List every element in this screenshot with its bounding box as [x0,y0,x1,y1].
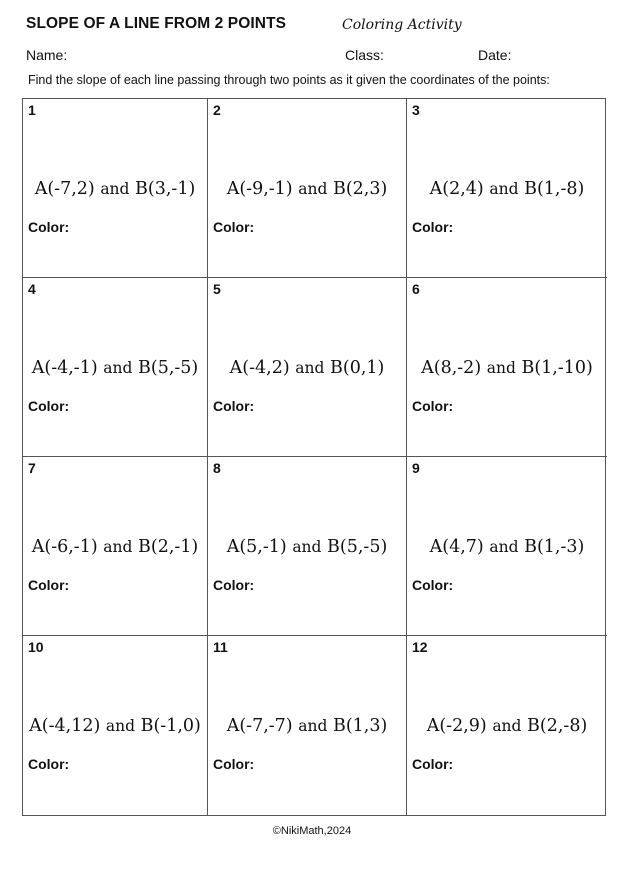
and-word: and [103,359,133,377]
point-pair [407,716,607,736]
point-a: A(4,7) [429,537,484,557]
point-a: A(2,4) [429,179,484,199]
name-field-label: Name: [26,47,68,63]
color-label: Color: [412,577,454,593]
and-word: and [298,717,328,735]
and-word: and [105,717,136,735]
color-label: Color: [412,398,454,414]
problem-number: 7 [28,460,36,476]
point-pair [407,537,607,557]
color-label: Color: [213,398,255,414]
problem-number: 11 [213,639,228,655]
point-b: B(2,3) [332,179,388,199]
and-word: and [486,359,516,377]
point-b: B(1,-8) [524,179,585,199]
point-b: B(5,-5) [138,358,199,378]
point-pair [208,179,406,199]
point-b: B(0,1) [330,358,385,378]
point-a: A(-7,-7) [226,716,293,736]
point-pair [23,179,207,199]
point-pair [407,179,607,199]
point-a: A(-2,9) [426,716,487,736]
point-pair [208,716,406,736]
and-word: and [292,538,322,556]
problem-cell [407,278,607,457]
problem-number: 8 [213,460,221,476]
point-a: A(-4,12) [29,716,101,736]
point-a: A(-9,-1) [226,179,293,199]
color-label: Color: [412,756,454,772]
and-word: and [100,180,130,198]
point-b: B(5,-5) [327,537,388,557]
problem-number: 10 [28,639,44,655]
and-word: and [489,180,519,198]
point-a: A(5,-1) [226,537,287,557]
point-pair [208,537,406,557]
point-a: A(-7,2) [34,179,95,199]
point-pair [23,358,207,378]
copyright-footer: ©NikiMath,2024 [272,825,352,837]
problem-cell [23,457,208,636]
and-word: and [295,359,325,377]
page-title: SLOPE OF A LINE FROM 2 POINTS [26,15,287,32]
point-pair [23,537,207,557]
problem-number: 3 [412,102,420,118]
point-b: B(2,-1) [138,537,199,557]
point-a: A(-6,-1) [31,537,98,557]
color-label: Color: [213,219,255,235]
problem-number: 2 [213,102,221,118]
problem-cell [208,457,407,636]
point-b: B(-1,0) [140,716,201,736]
problem-number: 4 [28,281,36,297]
color-label: Color: [28,219,70,235]
problem-number: 5 [213,281,221,297]
point-b: B(1,-3) [524,537,585,557]
point-pair [208,358,406,378]
problem-cell [23,278,208,457]
color-label: Color: [213,577,255,593]
point-b: B(3,-1) [135,179,196,199]
problem-cell [23,99,208,278]
problem-cell [23,636,208,815]
color-label: Color: [412,219,454,235]
instructions: Find the slope of each line passing through two points as it given the coordinates of the points: [28,73,550,87]
problem-number: 1 [28,102,36,118]
color-label: Color: [213,756,255,772]
and-word: and [489,538,519,556]
and-word: and [298,180,328,198]
point-a: A(-4,2) [229,358,290,378]
problem-cell [407,99,607,278]
problem-number: 6 [412,281,420,297]
point-b: B(1,-10) [521,358,593,378]
color-label: Color: [28,756,70,772]
problem-cell [208,636,407,815]
date-field-label: Date: [478,47,512,63]
point-b: B(2,-8) [527,716,588,736]
page-subtitle: Coloring Activity [342,17,462,33]
problem-cell [407,457,607,636]
point-pair [407,358,607,378]
point-pair [23,716,207,736]
color-label: Color: [28,577,70,593]
problem-cell [208,278,407,457]
point-a: A(-4,-1) [31,358,98,378]
problem-cell [208,99,407,278]
and-word: and [492,717,522,735]
point-a: A(8,-2) [421,358,482,378]
problem-number: 9 [412,460,420,476]
problem-cell [407,636,607,815]
and-word: and [103,538,133,556]
point-b: B(1,3) [332,716,388,736]
color-label: Color: [28,398,70,414]
class-field-label: Class: [345,47,384,63]
problem-grid [22,98,606,816]
problem-number: 12 [412,639,428,655]
